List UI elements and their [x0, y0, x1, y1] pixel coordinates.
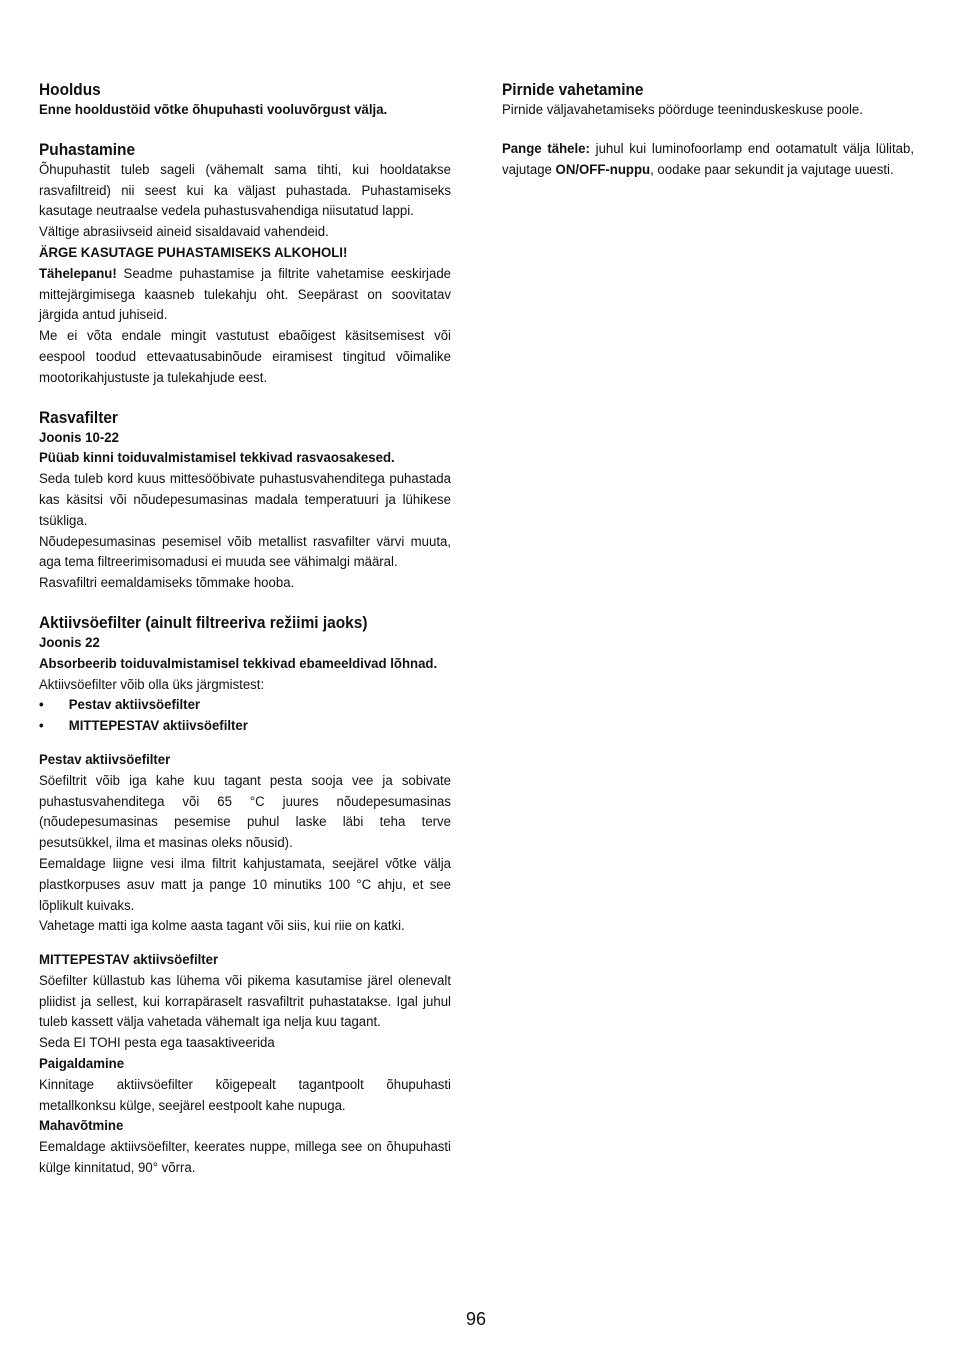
pirnide-note-paragraph — [502, 139, 914, 181]
page-number — [0, 1309, 954, 1330]
attention-text: Seadme puhastamise ja filtrite vahetamise eeskirjade mittejärgimisega kaasneb tulekahju oht. Seepärast on soovitatav järgida antud juhiseid. — [39, 265, 451, 324]
on-off-button-label: ON/OFF-nuppu — [555, 161, 651, 178]
subsection-title-paigaldamine: Paigaldamine — [39, 1056, 125, 1073]
subsection-title-pestav: Pestav aktiivsöefilter — [39, 751, 171, 768]
list-item-label: Pestav aktiivsöefilter — [68, 697, 201, 714]
page-number-label: 96 — [465, 1309, 487, 1329]
section-title-aktiivsoefilter: Aktiivsöefilter (ainult filtreeriva režiimi jaoks) — [39, 612, 368, 632]
pestav-paragraph: Vahetage matti iga kolme aasta tagant või siis, kui riie on katki. — [39, 918, 405, 935]
section-title-pirnide: Pirnide vahetamine — [502, 80, 644, 99]
rasvafilter-figure-ref: Joonis 10-22 — [39, 429, 119, 446]
rasvafilter-paragraph: Rasvafiltri eemaldamiseks tõmmake hooba. — [39, 575, 295, 592]
aktiivsoefilter-intro: Aktiivsöefilter võib olla üks järgmistest: — [39, 676, 265, 693]
puhastamine-paragraph: Õhupuhastit tuleb sageli (vähemalt sama tihti, kui hooldatakse rasvafiltreid) nii seest kui ka väljast puhastada. Puhastamiseks kasutage neutraalse vedela puhastusvahendiga niisutatud lappi. — [39, 161, 451, 220]
attention-label: Tähelepanu! — [39, 265, 117, 282]
right-column — [502, 79, 914, 180]
list-item — [39, 695, 451, 716]
hooldus-warning: Enne hooldustöid võtke õhupuhasti vooluvõrgust välja. — [39, 102, 388, 118]
puhastamine-paragraph: Me ei võta endale mingit vastutust ebaõigest käsitsemisest või eespool toodud ettevaatusabinõude eiramisest tingitud võimalike mootorikahjustuste ja tulekahjude eest. — [39, 328, 451, 386]
rasvafilter-lead: Püüab kinni toiduvalmistamisel tekkivad rasvaosakesed. — [39, 450, 395, 467]
note-text: juhul kui luminofoorlamp end ootamatult välja lülitab, vajutage — [502, 140, 914, 178]
left-column — [39, 79, 451, 1179]
list-item-label: MITTEPESTAV aktiivsöefilter — [68, 718, 248, 735]
list-item — [39, 716, 451, 737]
section-title-hooldus: Hooldus — [39, 80, 101, 99]
mittepestav-paragraph: Seda EI TOHI pesta ega taasaktiveerida — [39, 1035, 275, 1052]
puhastamine-paragraph: Vältige abrasiivseid aineid sisaldavaid vahendeid. — [39, 224, 329, 241]
section-title-puhastamine: Puhastamine — [39, 139, 136, 159]
pestav-paragraph: Söefiltrit võib iga kahe kuu tagant pesta sooja vee ja sobivate puhastusvahenditega või 65 °C juures nõudepesumasinas (nõudepesumasinas pesemise puhul laske läbi teha terve pesutsükkel, ilma et masinas oleks nõusid). — [39, 772, 451, 852]
bullet-icon: • — [39, 697, 44, 714]
puhastamine-attention-paragraph — [39, 264, 451, 326]
mittepestav-paragraph: Söefilter küllastub kas lühema või pikema kasutamise järel olenevalt pliidist ja sellest, kui korrapäraselt rasvafiltrit puhastatakse. Igal juhul tuleb kassett välja vahetada vähemalt iga nelja kuu tagant. — [39, 972, 451, 1031]
pirnide-paragraph: Pirnide väljavahetamiseks pöörduge teeninduskeskuse poole. — [502, 102, 863, 118]
mahavotmine-paragraph: Eemaldage aktiivsöefilter, keerates nuppe, millega see on õhupuhasti külge kinnitatud, 90° võrra. — [39, 1139, 451, 1177]
rasvafilter-paragraph: Seda tuleb kord kuus mittesööbivate puhastusvahenditega puhastada kas käsitsi või nõudepesumasinas madala temperatuuri ja lühikese tsükliga. — [39, 471, 451, 529]
note-label: Pange tähele: — [502, 140, 590, 157]
aktiivsoefilter-lead: Absorbeerib toiduvalmistamisel tekkivad ebameeldivad lõhnad. — [39, 655, 438, 672]
aktiivsoefilter-figure-ref: Joonis 22 — [39, 634, 100, 651]
subsection-title-mahavotmine: Mahavõtmine — [39, 1118, 124, 1135]
note-text-end: , oodake paar sekundit ja vajutage uuesti. — [650, 161, 894, 178]
rasvafilter-paragraph: Nõudepesumasinas pesemisel võib metallist rasvafilter värvi muuta, aga tema filtreerimisomadusi ei muuda see vähimalgi määral. — [39, 533, 451, 571]
subsection-title-mittepestav: MITTEPESTAV aktiivsöefilter — [39, 952, 219, 969]
bullet-icon: • — [39, 718, 44, 735]
pestav-paragraph: Eemaldage liigne vesi ilma filtrit kahjustamata, seejärel võtke välja plastkorpuses asuv matt ja pange 10 minutiks 100 °C ahju, et see lõplikult kuivaks. — [39, 855, 451, 914]
paigaldamine-paragraph: Kinnitage aktiivsöefilter kõigepealt tagantpoolt õhupuhasti metallkonksu külge, seejärel eestpoolt kahe nupuga. — [39, 1076, 451, 1114]
section-title-rasvafilter: Rasvafilter — [39, 407, 118, 427]
puhastamine-alcohol-warning: ÄRGE KASUTAGE PUHASTAMISEKS ALKOHOLI! — [39, 244, 348, 261]
